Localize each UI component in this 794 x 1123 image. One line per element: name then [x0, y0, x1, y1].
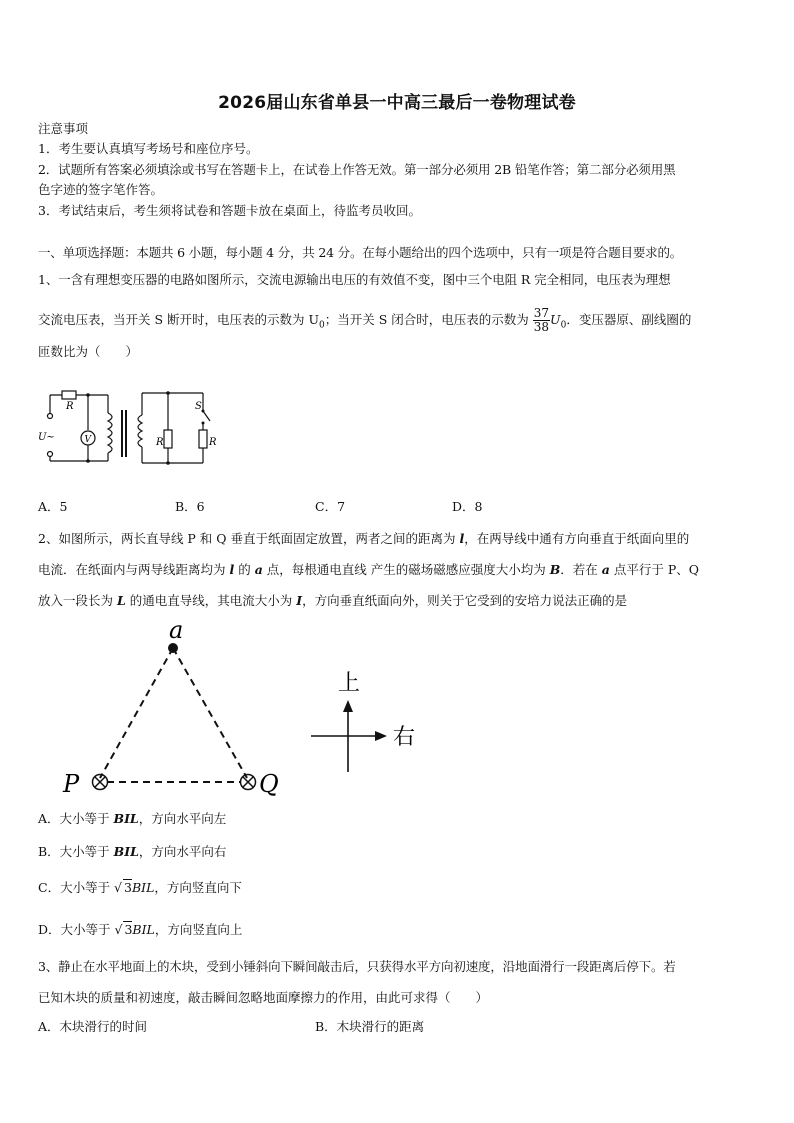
q3-option-a: A．木块滑行的时间 — [38, 1019, 148, 1034]
point-a — [168, 643, 178, 653]
notice-item-2: 2．试题所有答案必须填涂或书写在答题卡上，在试卷上作答无效。第一部分必须用 2B 铅笔作答；第二部分必须用黑 — [38, 162, 676, 177]
up-arrow-icon — [343, 700, 353, 712]
q2-fig-label-q: Q — [259, 770, 279, 798]
q2-fig-label-right: 右 — [393, 725, 416, 750]
q2-option-b: B．大小等于 BIL，方向水平向右 — [38, 844, 227, 859]
q1-fraction: $\frac{37}{38}$ — [533, 306, 550, 334]
q2-option-d: D．大小等于 √ 3BIL，方向竖直向上 — [38, 922, 243, 937]
q2-wire-diagram — [55, 618, 435, 803]
q2-fig-label-a: a — [169, 618, 184, 644]
q1-option-d: D．8 — [452, 499, 483, 514]
q2-text-line3: 放入一段长为 L 的通电直导线，其电流大小为 I，方向垂直纸面向外，则关于它受到的安培力说法正确的是 — [38, 593, 628, 608]
q2-option-c: C．大小等于 √ 3BIL，方向竖直向下 — [38, 880, 242, 895]
direction-axes-icon — [311, 706, 381, 772]
q2-text-line2: 电流．在纸面内与两导线距离均为 l 的 a 点，每根通电直线 产生的磁场磁感应强度大小均为 B．若在 a 点平行于 P、Q — [38, 562, 699, 577]
q1-fig-label-r1: R — [66, 401, 74, 412]
q2-option-a: A．大小等于 BIL，方向水平向左 — [38, 811, 227, 826]
q3-text-line2: 已知木块的质量和初速度，敲击瞬间忽略地面摩擦力的作用，由此可求得（ ） — [38, 990, 489, 1005]
notice-heading: 注意事项 — [38, 121, 89, 136]
q2-fig-label-p: P — [63, 770, 80, 798]
q2-fig-label-up: 上 — [338, 671, 361, 696]
q1-fig-label-r3: R — [209, 437, 217, 448]
q3-option-b: B．木块滑行的距离 — [315, 1019, 425, 1034]
q1-text-line2: 交流电压表，当开关 S 断开时，电压表的示数为 $U_0$；当开关 S 闭合时，电压表的示数为 $\frac{37}{38}$ $U_0$．变压器原、副线圈的 — [38, 306, 692, 334]
q2-text-line1: 2、如图所示，两长直导线 P 和 Q 垂直于纸面固定放置，两者之间的距离为 l，在两导线中通有方向垂直于纸面向里的 — [38, 531, 690, 546]
q1-option-c: C．7 — [315, 499, 346, 514]
notice-item-2-cont: 色字迹的签字笔作答。 — [38, 182, 164, 197]
q1-option-b: B．6 — [175, 499, 205, 514]
q3-text-line1: 3、静止在水平地面上的木块，受到小锤斜向下瞬间敲击后，只获得水平方向初速度，沿地面滑行一段距离后停下。若 — [38, 959, 676, 974]
page-title: 2026届山东省单县一中高三最后一卷物理试卷 — [218, 93, 576, 113]
q1-option-a: A．5 — [38, 499, 68, 514]
q1-text-line1: 1、一含有理想变压器的电路如图所示，交流电源输出电压的有效值不变，图中三个电阻 R 完全相同，电压表为理想 — [38, 272, 671, 287]
q1-text-line3: 匝数比为（ ） — [38, 344, 139, 359]
q1-fig-label-v: V — [84, 435, 91, 445]
notice-item-3: 3．考试结束后，考生须将试卷和答题卡放在桌面上，待监考员收回。 — [38, 203, 421, 218]
notice-item-1: 1．考生要认真填写考场号和座位序号。 — [38, 141, 259, 156]
right-arrow-icon — [375, 731, 387, 741]
q1-fig-label-r2: R — [156, 437, 164, 448]
section-heading: 一、单项选择题：本题共 6 小题，每小题 4 分，共 24 分。在每小题给出的四个选项中，只有一项是符合题目要求的。 — [38, 245, 683, 260]
q1-fig-label-s: S — [195, 401, 202, 412]
wire-q-into-page-icon — [241, 775, 256, 790]
q1-circuit-diagram — [38, 385, 218, 470]
q1-fig-label-u: U~ — [38, 432, 55, 443]
